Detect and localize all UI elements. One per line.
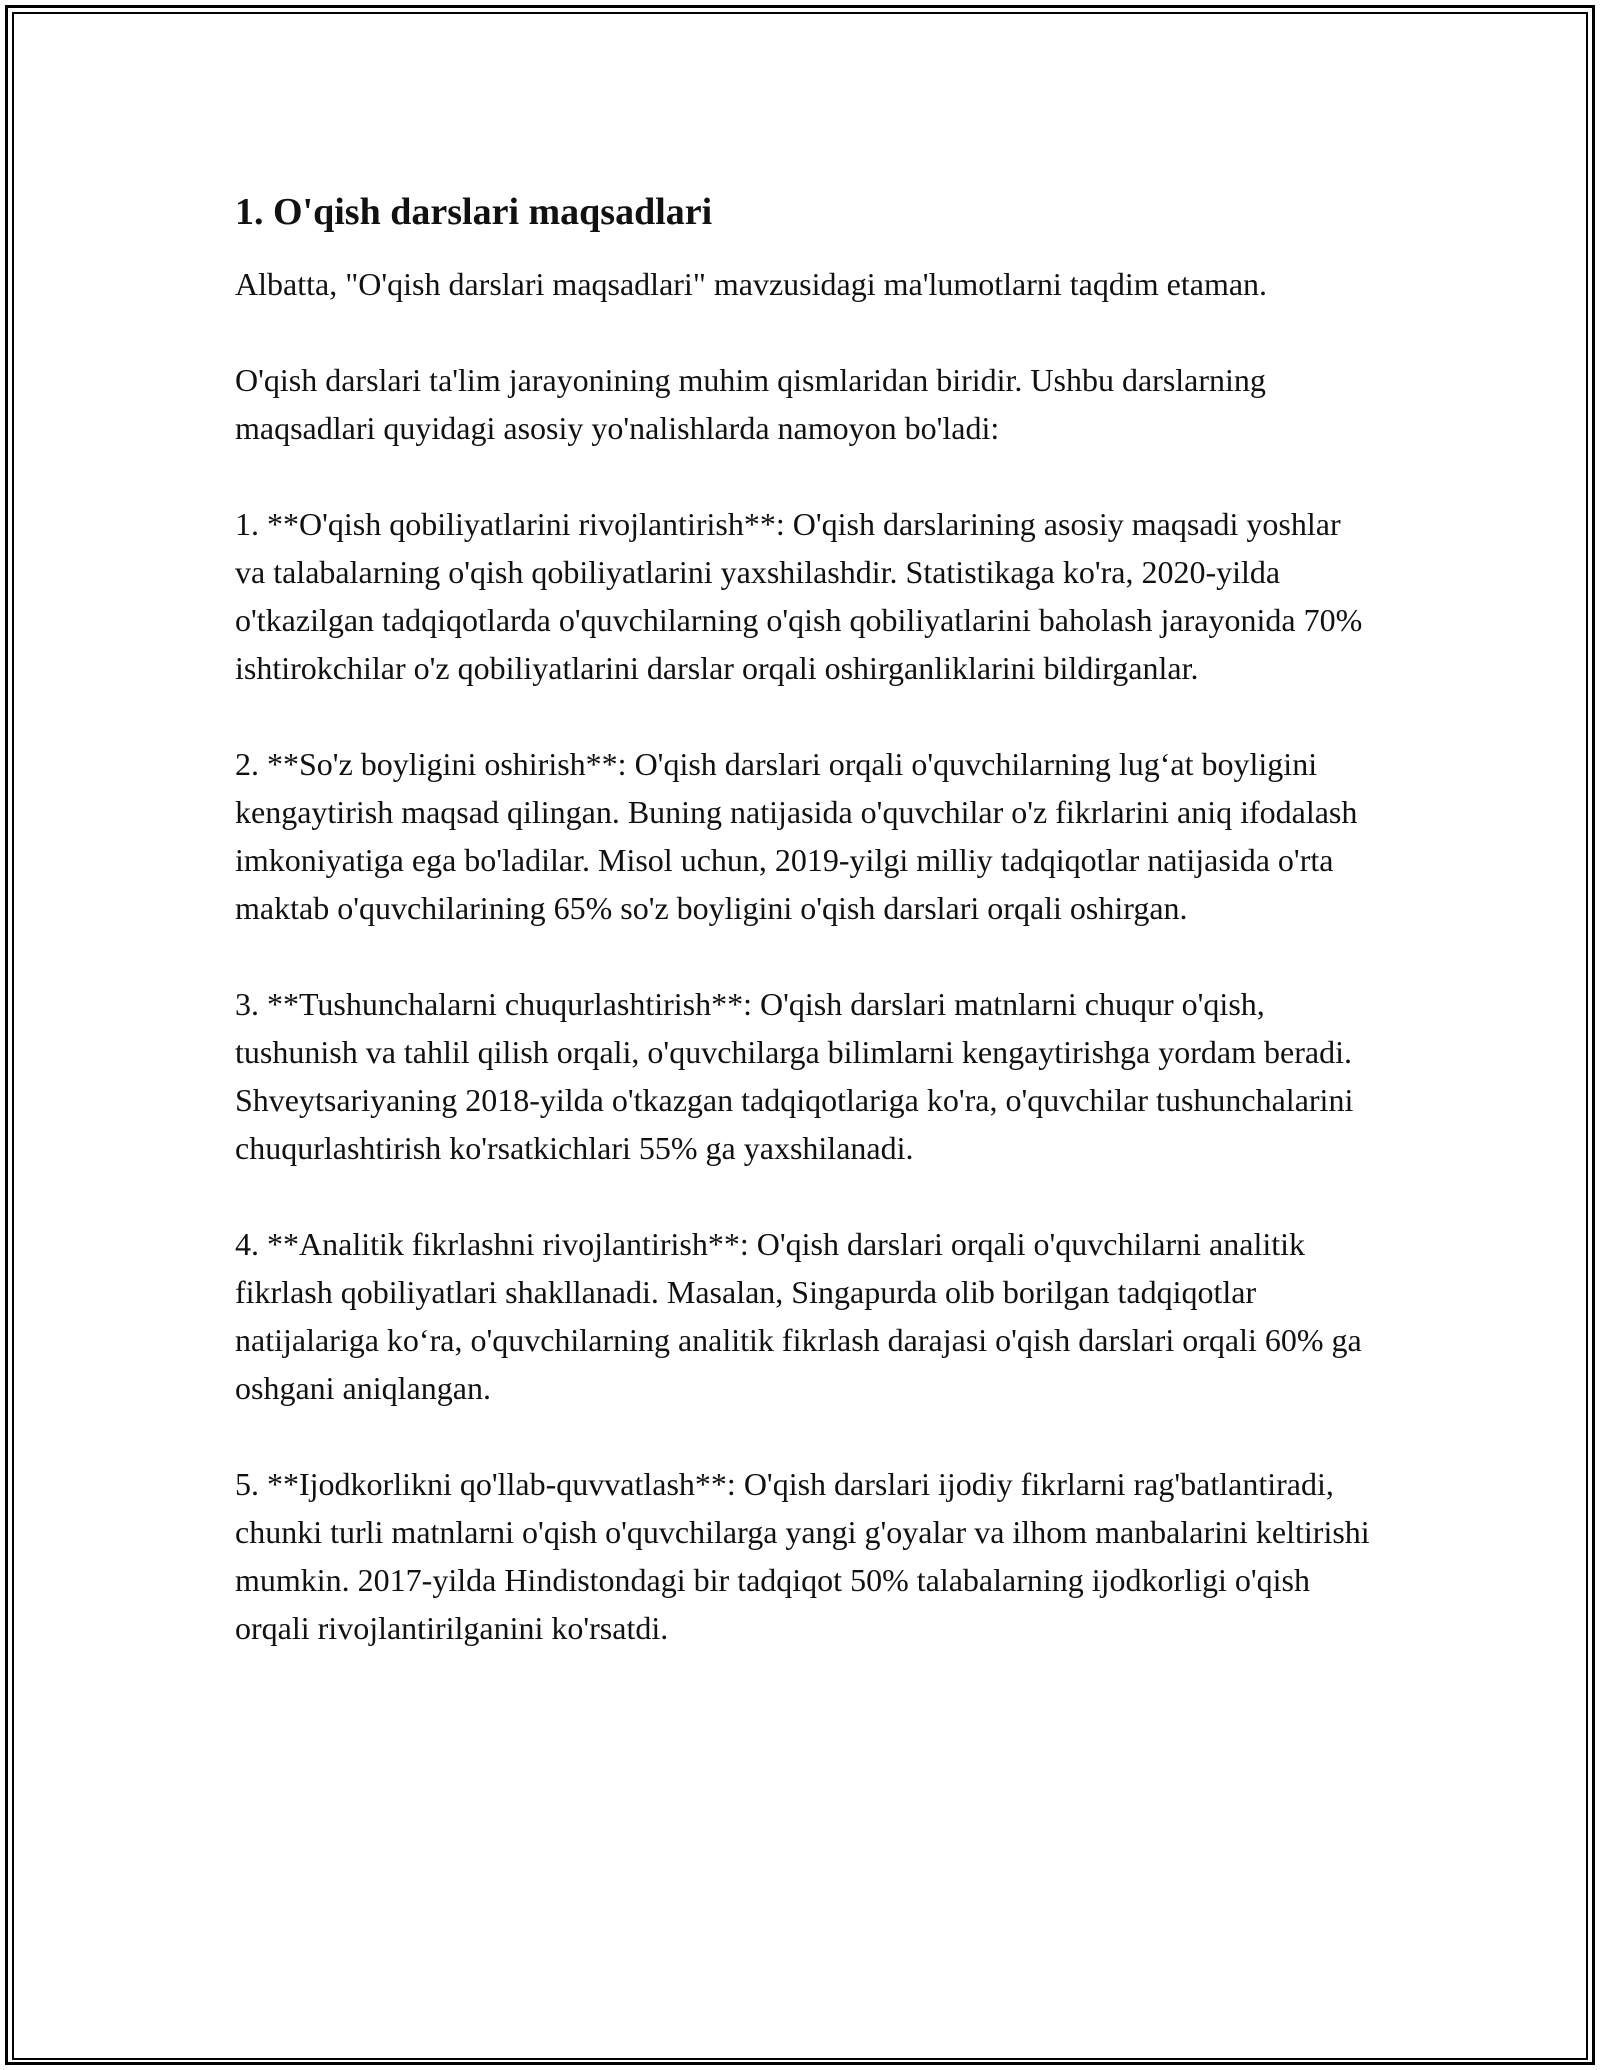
list-item-vocabulary: 2. **So'z boyligini oshirish**: O'qish darslari orqali o'quvchilarning lug‘at boyligini kengaytirish maqsad qilingan. Buning natijasida o'quvchilar o'z fikrlarini aniq ifodalash imkoniyatiga ega bo'ladilar. Misol uchun, 2019-yilgi milliy tadqiqotlar natijasida o'rta maktab o'quvchilarining 65% so'z boyligini o'qish darslari orqali oshirgan. [235, 746, 1358, 926]
overview-paragraph: O'qish darslari ta'lim jarayonining muhim qismlaridan biridir. Ushbu darslarning maqsadlari quyidagi asosiy yo'nalishlarda namoyon bo'ladi: [235, 362, 1266, 446]
intro-paragraph: Albatta, "O'qish darslari maqsadlari" mavzusidagi ma'lumotlarni taqdim etaman. [235, 266, 1268, 302]
list-item-analytical-thinking: 4. **Analitik fikrlashni rivojlantirish**: O'qish darslari orqali o'quvchilarni analitik fikrlash qobiliyatlari shakllanadi. Masalan, Singapurda olib borilgan tadqiqotlar natijalariga ko‘ra, o'quvchilarning analitik fikrlash darajasi o'qish darslari orqali 60% ga oshgani aniqlangan. [235, 1226, 1362, 1406]
list-item-comprehension: 3. **Tushunchalarni chuqurlashtirish**: O'qish darslari matnlarni chuqur o'qish, tushunish va tahlil qilish orqali, o'quvchilarga bilimlarni kengaytirishga yordam beradi. Shveytsariyaning 2018-yilda o'tkazgan tadqiqotlariga ko'ra, o'quvchilar tushunchalarini chuqurlashtirish ko'rsatkichlari 55% ga yaxshilanadi. [235, 986, 1354, 1166]
document-title: 1. O'qish darslari maqsadlari [235, 191, 713, 233]
list-item-creativity: 5. **Ijodkorlikni qo'llab-quvvatlash**: O'qish darslari ijodiy fikrlarni rag'batlantiradi, chunki turli matnlarni o'qish o'quvchilarga yangi g'oyalar va ilhom manbalarini keltirishi mumkin. 2017-yilda Hindistondagi bir tadqiqot 50% talabalarning ijodkorligi o'qish orqali rivojlantirilganini ko'rsatdi. [235, 1466, 1370, 1646]
document-body [235, 186, 1370, 1700]
list-item-reading-skills: 1. **O'qish qobiliyatlarini rivojlantirish**: O'qish darslarining asosiy maqsadi yoshlar va talabalarning o'qish qobiliyatlarini yaxshilashdir. Statistikaga ko'ra, 2020-yilda o'tkazilgan tadqiqotlarda o'quvchilarning o'qish qobiliyatlarini baholash jarayonida 70% ishtirokchilar o'z qobiliyatlarini darslar orqali oshirganliklarini bildirganlar. [235, 506, 1363, 686]
